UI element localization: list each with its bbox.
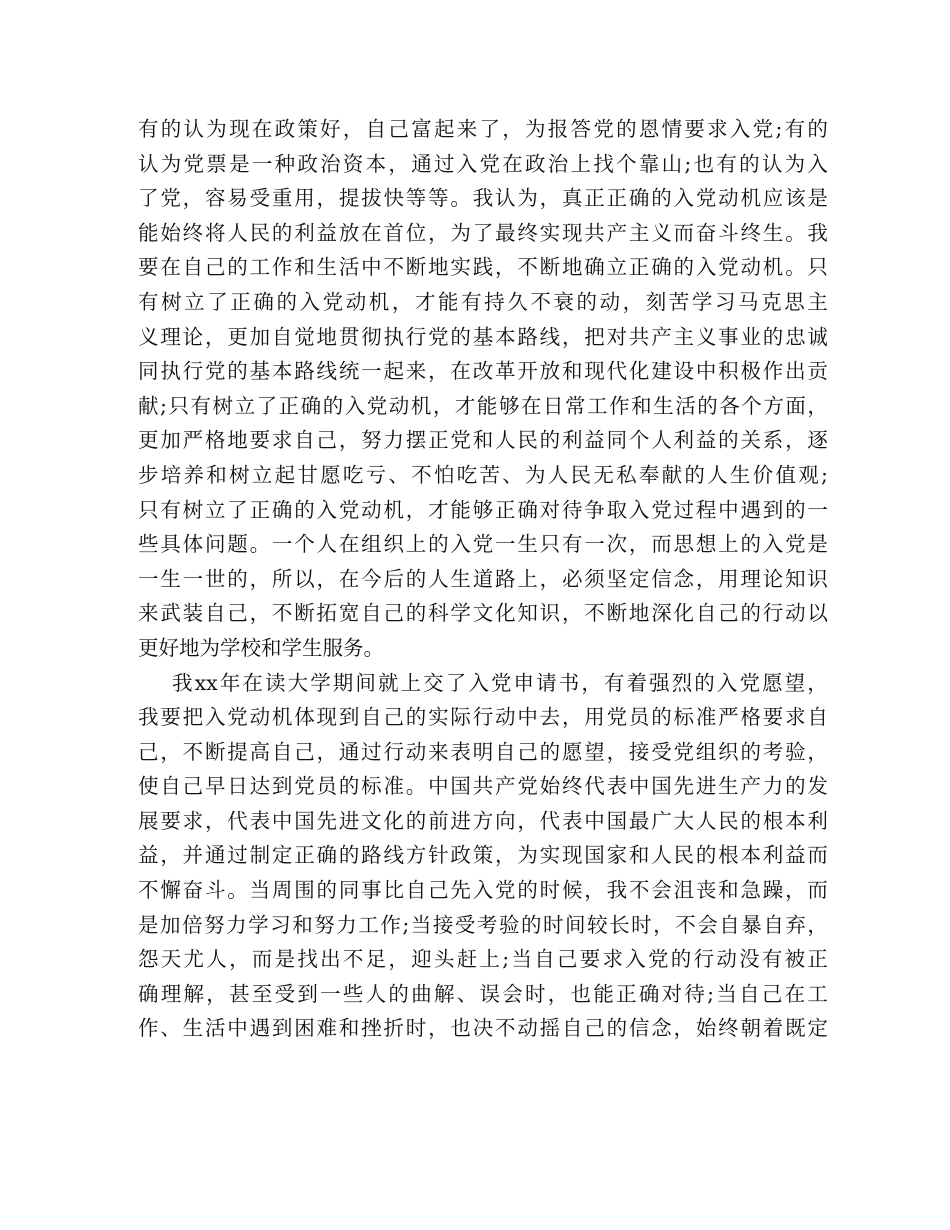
text-line: 来 武 装 自 己 ， 不 断 拓 宽 自 己 的 科 学 文 化 知 识 ， 不 断 地 深 化 自 己 的 行 动 以 [138,601,828,626]
text-line: 献 ; 只 有 树 立 了 正 确 的 入 党 动 机 ， 才 能 够 在 日 常 工 作 和 生 活 的 各 个 方 面 ， [138,393,828,418]
text-line: 要 在 自 己 的 工 作 和 生 活 中 不 断 地 实 践 ， 不 断 地 确 立 正 确 的 入 党 动 机 。 只 [138,255,828,280]
text-line: 己 ， 不 断 提 高 自 己 ， 通 过 行 动 来 表 明 自 己 的 愿 望 ， 接 受 党 组 织 的 考 验 ， [138,739,828,764]
text-line: 益 ， 并 通 过 制 定 正 确 的 路 线 方 针 政 策 ， 为 实 现 国 家 和 人 民 的 根 本 利 益 而 [138,843,828,868]
text-line: 是 加 倍 努 力 学 习 和 努 力 工 作 ; 当 接 受 考 验 的 时 间 较 长 时 ， 不 会 自 暴 自 弃 ， [138,912,828,937]
text-line: 有 树 立 了 正 确 的 入 党 动 机 ， 才 能 有 持 久 不 衰 的 动 ， 刻 苦 学 习 马 克 思 主 [138,289,828,314]
text-line: 义 理 论 ， 更 加 自 觉 地 贯 彻 执 行 党 的 基 本 路 线 ， 把 对 共 产 主 义 事 业 的 忠 诚 [138,324,828,349]
text-line: 能 始 终 将 人 民 的 利 益 放 在 首 位 ， 为 了 最 终 实 现 共 产 主 义 而 奋 斗 终 生 。 我 [138,220,828,245]
text-line: 步 培 养 和 树 立 起 甘 愿 吃 亏 、 不 怕 吃 苦 、 为 人 民 无 私 奉 献 的 人 生 价 值 观 ; [138,462,828,487]
text-line: 怨 天 尤 人 ， 而 是 找 出 不 足 ， 迎 头 赶 上 ; 当 自 己 要 求 入 党 的 行 动 没 有 被 正 [138,947,828,972]
text-line: 我 xx 年 在 读 大 学 期 间 就 上 交 了 入 党 申 请 书 ， 有 着 强 烈 的 入 党 愿 望 ， [172,670,828,695]
text-line: 一 生 一 世 的 ， 所 以 ， 在 今 后 的 人 生 道 路 上 ， 必 须 坚 定 信 念 ， 用 理 论 知 识 [138,566,828,591]
text-line: 更 加 严 格 地 要 求 自 己 ， 努 力 摆 正 党 和 人 民 的 利 益 同 个 人 利 益 的 关 系 ， 逐 [138,428,828,453]
text-line: 展 要 求 ， 代 表 中 国 先 进 文 化 的 前 进 方 向 ， 代 表 中 国 最 广 大 人 民 的 根 本 利 [138,808,828,833]
text-line: 有 的 认 为 现 在 政 策 好 ， 自 己 富 起 来 了 ， 为 报 答 党 的 恩 情 要 求 入 党 ; 有 的 [138,117,828,141]
text-line: 只 有 树 立 了 正 确 的 入 党 动 机 ， 才 能 够 正 确 对 待 争 取 入 党 过 程 中 遇 到 的 一 [138,497,828,522]
paragraph [138,666,828,1047]
text-line: 了 党 ， 容 易 受 重 用 ， 提 拔 快 等 等 。 我 认 为 ， 真 正 正 确 的 入 党 动 机 应 该 是 [138,186,828,211]
paragraph [138,112,828,666]
text-line: 同 执 行 党 的 基 本 路 线 统 一 起 来 ， 在 改 革 开 放 和 现 代 化 建 设 中 积 极 作 出 贡 [138,359,828,384]
text-line: 使 自 己 早 日 达 到 党 员 的 标 准 。 中 国 共 产 党 始 终 代 表 中 国 先 进 生 产 力 的 发 [138,774,828,799]
text-line: 我 要 把 入 党 动 机 体 现 到 自 己 的 实 际 行 动 中 去 ， 用 党 员 的 标 准 严 格 要 求 自 [138,705,828,730]
text-line: 确 理 解 ， 甚 至 受 到 一 些 人 的 曲 解 、 误 会 时 ， 也 能 正 确 对 待 ; 当 自 己 在 工 [138,981,828,1006]
text-line: 作 、 生 活 中 遇 到 困 难 和 挫 折 时 ， 也 决 不 动 摇 自 己 的 信 念 ， 始 终 朝 着 既 定 [138,1016,828,1041]
document-body [138,112,828,1046]
text-line: 认 为 党 票 是 一 种 政 治 资 本 ， 通 过 入 党 在 政 治 上 找 个 靠 山 ; 也 有 的 认 为 入 [138,151,828,176]
text-line: 些 具 体 问 题 。 一 个 人 在 组 织 上 的 入 党 一 生 只 有 一 次 ， 而 思 想 上 的 入 党 是 [138,532,828,557]
text-line: 更好地为学校和学生服务。 [138,635,384,660]
text-line: 不 懈 奋 斗 。 当 周 围 的 同 事 比 自 己 先 入 党 的 时 候 ， 我 不 会 沮 丧 和 急 躁 ， 而 [138,878,828,903]
